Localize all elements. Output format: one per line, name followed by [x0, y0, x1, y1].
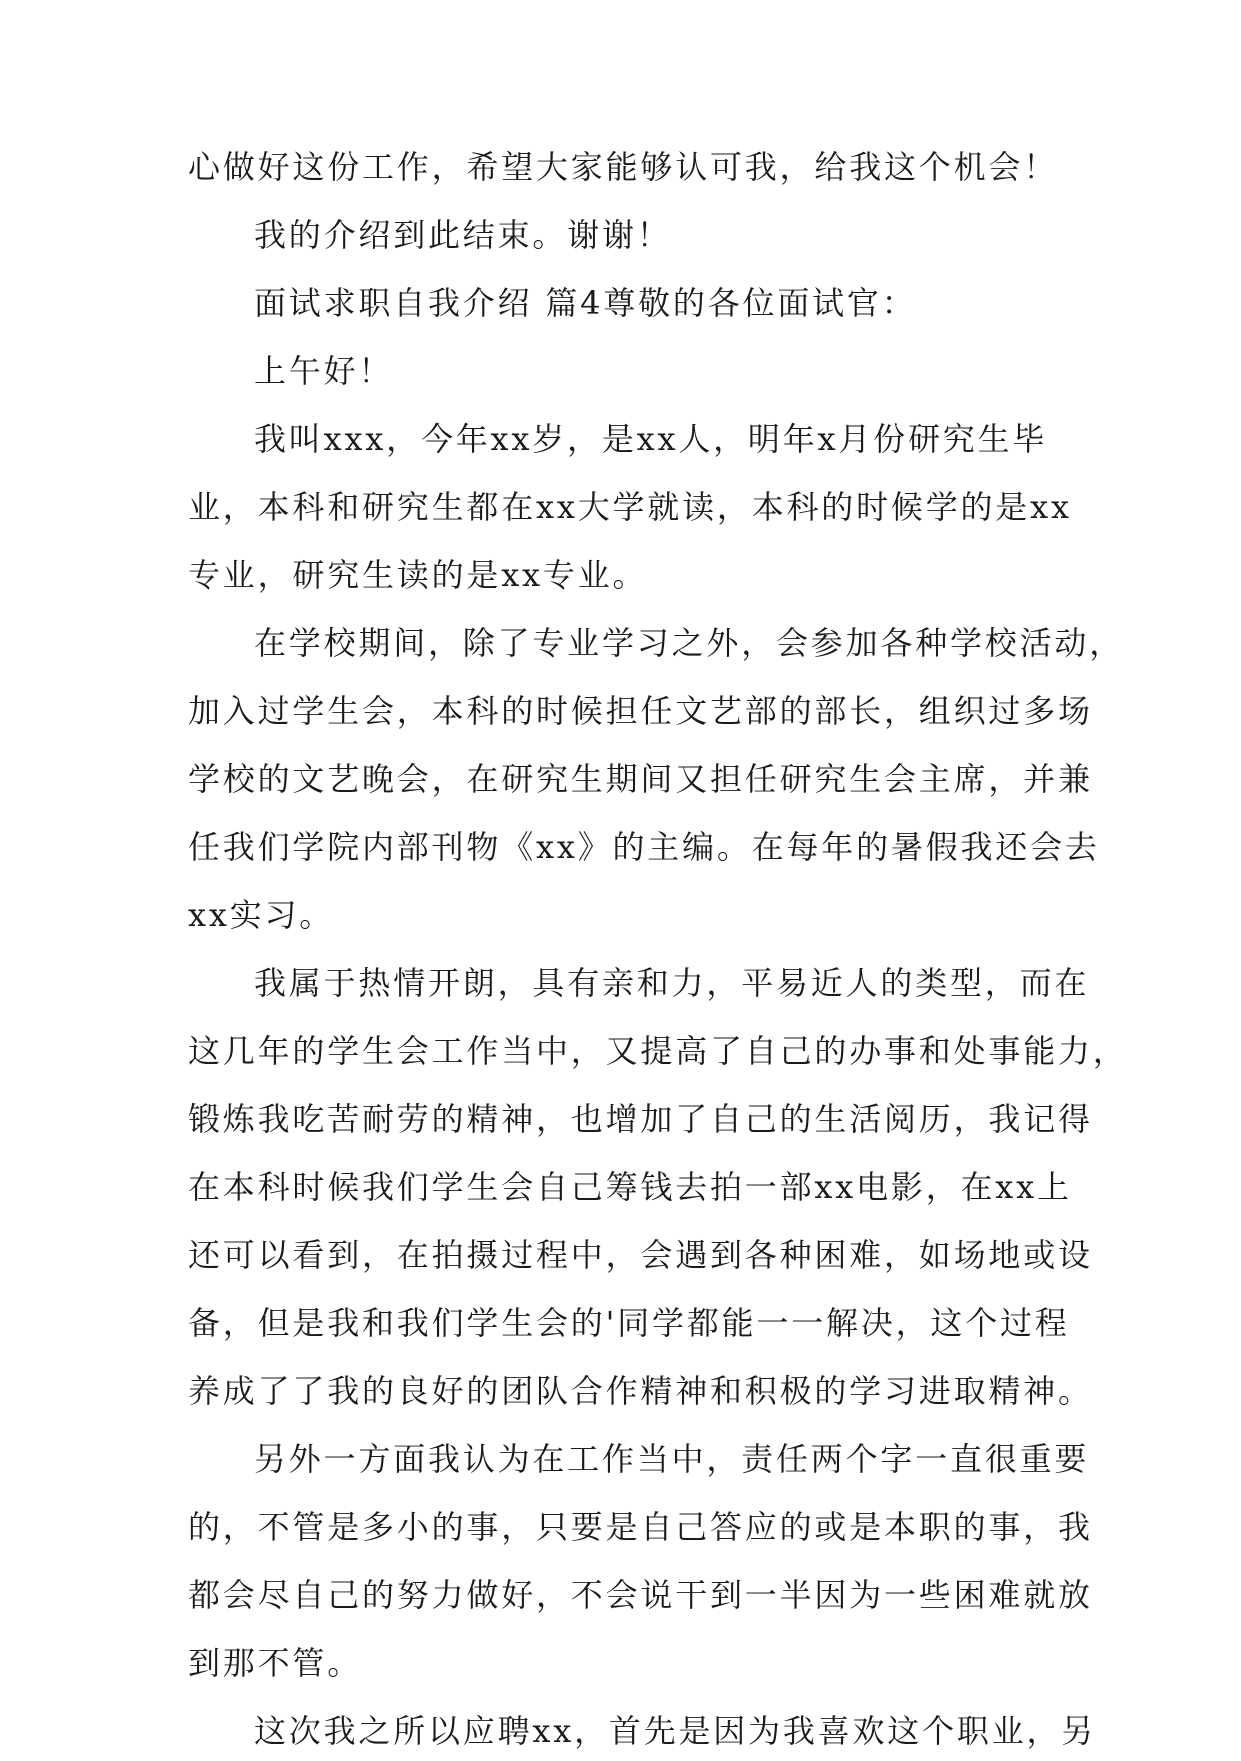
text-line: 到那不管。 [188, 1644, 363, 1682]
text-line: 另外一方面我认为在工作当中，责任两个字一直很重要 [254, 1440, 1090, 1478]
text-line: 加入过学生会，本科的时候担任文艺部的部长，组织过多场 [188, 692, 1093, 730]
text-line: xx实习。 [188, 896, 335, 934]
text-line: 备，但是我和我们学生会的'同学都能一一解决，这个过程 [188, 1304, 1070, 1342]
text-line: 这几年的学生会工作当中，又提高了自己的办事和处事能力， [188, 1032, 1128, 1070]
text-line: 任我们学院内部刊物《xx》的主编。在每年的暑假我还会去 [188, 828, 1100, 866]
text-line: 我属于热情开朗，具有亲和力，平易近人的类型，而在 [254, 964, 1090, 1002]
text-line: 上午好！ [254, 352, 394, 390]
text-line: 养成了了我的良好的团队合作精神和积极的学习进取精神。 [188, 1372, 1093, 1410]
text-line: 还可以看到，在拍摄过程中，会遇到各种困难，如场地或设 [188, 1236, 1093, 1274]
text-line: 学校的文艺晚会，在研究生期间又担任研究生会主席，并兼 [188, 760, 1093, 798]
text-line: 在学校期间，除了专业学习之外，会参加各种学校活动， [254, 624, 1125, 662]
text-line: 锻炼我吃苦耐劳的精神，也增加了自己的生活阅历，我记得 [188, 1100, 1093, 1138]
text-line: 这次我之所以应聘xx，首先是因为我喜欢这个职业，另 [254, 1712, 1097, 1750]
text-line: 面试求职自我介绍 篇4尊敬的各位面试官： [254, 284, 917, 322]
text-line: 心做好这份工作，希望大家能够认可我，给我这个机会！ [188, 148, 1059, 186]
text-line: 我叫xxx，今年xx岁，是xx人，明年x月份研究生毕 [254, 420, 1048, 458]
text-line: 都会尽自己的努力做好，不会说干到一半因为一些困难就放 [188, 1576, 1093, 1614]
text-line: 我的介绍到此结束。谢谢！ [254, 216, 672, 254]
text-line: 在本科时候我们学生会自己筹钱去拍一部xx电影，在xx上 [188, 1168, 1072, 1206]
text-line: 业，本科和研究生都在xx大学就读，本科的时候学的是xx [188, 488, 1072, 526]
text-line: 专业，研究生读的是xx专业。 [188, 556, 648, 594]
text-line: 的，不管是多小的事，只要是自己答应的或是本职的事，我 [188, 1508, 1093, 1546]
